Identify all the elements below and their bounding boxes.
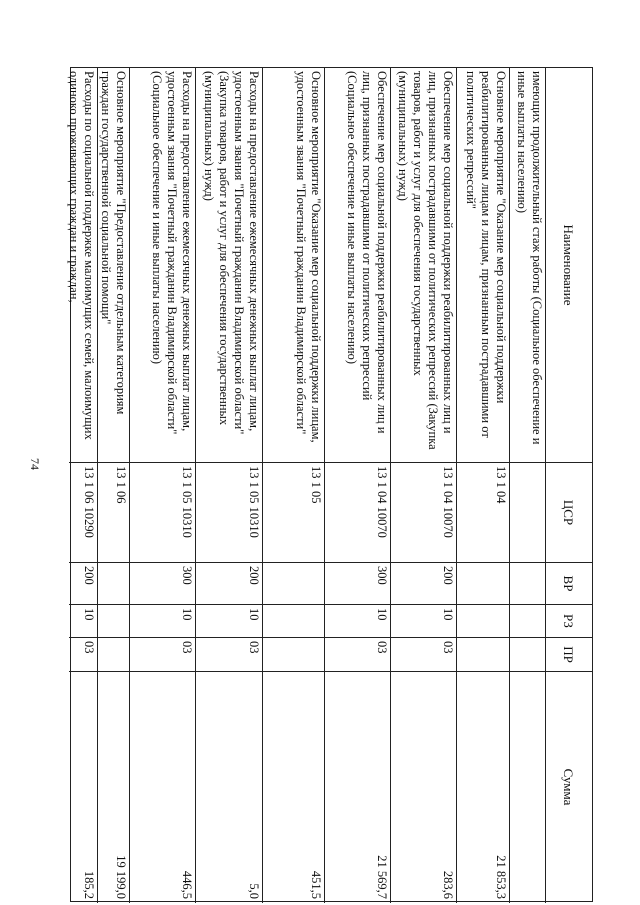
cell-pr: 03 — [325, 638, 391, 672]
cell-vr — [457, 563, 510, 605]
table-row — [97, 68, 130, 903]
cell-rz — [263, 605, 325, 638]
cell-vr — [98, 563, 130, 605]
page-number: 74 — [28, 458, 42, 470]
cell-rz — [457, 605, 510, 638]
cell-sum: 5,0 — [247, 883, 261, 899]
cell-csr: 13 1 04 10070 — [391, 463, 457, 563]
cell-name: Основное мероприятие "Предоставление отдельным категориям граждан государственной социальной помощи" — [98, 68, 130, 463]
table-row — [129, 68, 196, 903]
cell-name: Расходы на предоставление ежемесячных денежных выплат лицам, удостоенным звания "Почетный гражданин Владимирской области" (Социальное обеспечение и иные выплаты населению) — [130, 68, 196, 463]
table-row — [390, 68, 457, 903]
cell-rz: 10 — [69, 605, 98, 638]
cell-csr: 13 1 05 10310 — [130, 463, 196, 563]
cell-name: Обеспечение мер социальной поддержки реабилитированных лиц и лиц, признанных пострадавшими от политических репрессий (Закупка товаров, работ и услуг для обеспечения государственных (муниципальных) нужд) — [391, 68, 457, 463]
cell-name: Расходы по социальной поддержке малоимущих семей, малоимущих одиноко проживающих граждан и граждан, — [69, 68, 98, 463]
cell-vr: 200 — [196, 563, 263, 605]
cell-vr: 200 — [69, 563, 98, 605]
cell-csr: 13 1 05 — [263, 463, 325, 563]
cell-pr: 03 — [196, 638, 263, 672]
cell-name: Обеспечение мер социальной поддержки реабилитированных лиц и лиц, признанных пострадавшими от политических репрессий (Социальное обеспечение и иные выплаты населению) — [325, 68, 391, 463]
cell-name: Основное мероприятие "Оказание мер социальной поддержки реабилитированным лицам и лицам, признанным пострадавшими от политических репрессий" — [457, 68, 510, 463]
cell-pr: 03 — [130, 638, 196, 672]
cell-vr — [510, 563, 546, 605]
cell-name: Расходы на предоставление ежемесячных денежных выплат лицам, удостоенным звания "Почетный гражданин Владимирской области" (Закупка товаров, работ и услуг для обеспечения государственных (муниципальных) нужд) — [196, 68, 263, 463]
cell-rz: 10 — [325, 605, 391, 638]
cell-rz — [98, 605, 130, 638]
cell-csr — [510, 463, 546, 563]
header-vr: ВР — [546, 563, 592, 605]
cell-csr: 13 1 04 10070 — [325, 463, 391, 563]
cell-csr: 13 1 06 — [98, 463, 130, 563]
table-row — [262, 68, 325, 903]
cell-rz — [510, 605, 546, 638]
cell-sum: 446,5 — [180, 870, 194, 899]
cell-name: Основное мероприятие "Оказание мер социальной поддержки лицам, удостоенным звания "Почетный гражданин Владимирской области" — [263, 68, 325, 463]
cell-sum: 21 853,3 — [494, 855, 508, 899]
cell-pr: 03 — [391, 638, 457, 672]
cell-pr — [263, 638, 325, 672]
table-row — [195, 68, 263, 903]
header-csr: ЦСР — [546, 463, 592, 563]
table-row — [509, 68, 546, 903]
cell-sum: 451,5 — [309, 870, 323, 899]
header-pr: ПР — [546, 638, 592, 672]
table-row — [69, 68, 98, 903]
budget-table — [67, 67, 593, 902]
cell-csr: 13 1 05 10310 — [196, 463, 263, 563]
cell-rz: 10 — [130, 605, 196, 638]
cell-sum: 283,6 — [441, 870, 455, 899]
cell-rz: 10 — [391, 605, 457, 638]
header-rz: РЗ — [546, 605, 592, 638]
cell-sum: 19 199,0 — [114, 855, 128, 899]
cell-csr: 13 1 06 10290 — [69, 463, 98, 563]
table-row — [324, 68, 391, 903]
cell-sum: 21 569,7 — [375, 855, 389, 899]
cell-sum — [510, 672, 546, 903]
table-header — [545, 68, 592, 903]
cell-pr — [510, 638, 546, 672]
cell-vr: 200 — [391, 563, 457, 605]
cell-name: имеющих продолжительный стаж работы (Социальное обеспечение и иные выплаты населению) — [510, 68, 546, 463]
header-sum: Сумма — [561, 768, 577, 806]
table-row — [456, 68, 510, 903]
cell-sum: 185,2 — [82, 870, 96, 899]
cell-pr: 03 — [69, 638, 98, 672]
cell-vr: 300 — [325, 563, 391, 605]
cell-vr — [263, 563, 325, 605]
rotated-table-container — [67, 67, 593, 902]
cell-rz: 10 — [196, 605, 263, 638]
header-name: Наименование — [546, 68, 592, 463]
cell-pr — [98, 638, 130, 672]
cell-pr — [457, 638, 510, 672]
cell-vr: 300 — [130, 563, 196, 605]
cell-csr: 13 1 04 — [457, 463, 510, 563]
